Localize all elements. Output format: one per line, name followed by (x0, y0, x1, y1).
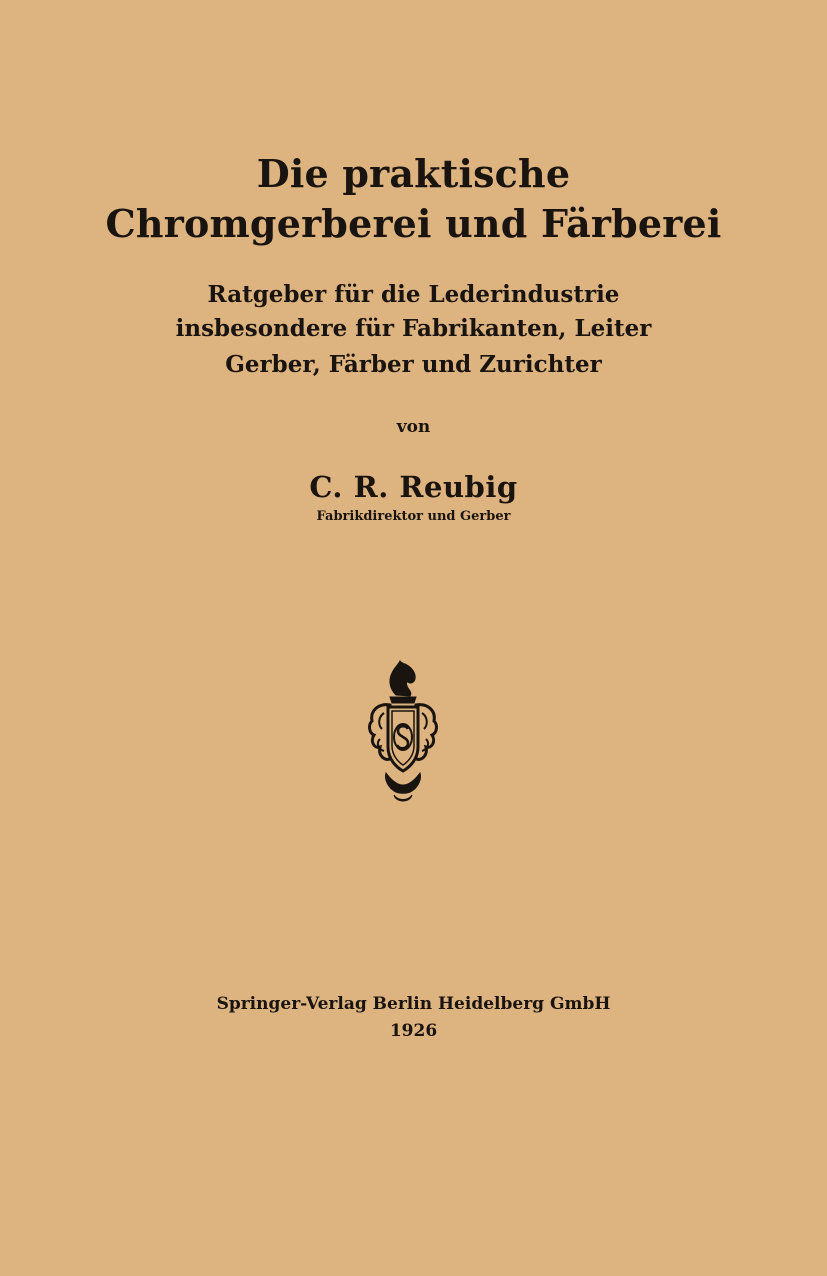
title-line-1: Die praktische (256, 151, 571, 196)
subtitle-line-2: insbesondere für Fabrikanten, Leiter (175, 315, 652, 342)
springer-knight-emblem-icon (360, 655, 446, 810)
by-label: von (396, 417, 431, 437)
title-line-2: Chromgerberei und Färberei (105, 201, 722, 246)
author-role: Fabrikdirektor und Gerber (316, 509, 511, 524)
author-name: C. R. Reubig (309, 470, 518, 504)
subtitle-line-3: Gerber, Färber und Zurichter (225, 351, 602, 378)
publisher-name: Springer-Verlag Berlin Heidelberg GmbH (216, 994, 611, 1014)
publication-year: 1926 (389, 1021, 438, 1041)
subtitle-line-1: Ratgeber für die Lederindustrie (207, 281, 620, 308)
